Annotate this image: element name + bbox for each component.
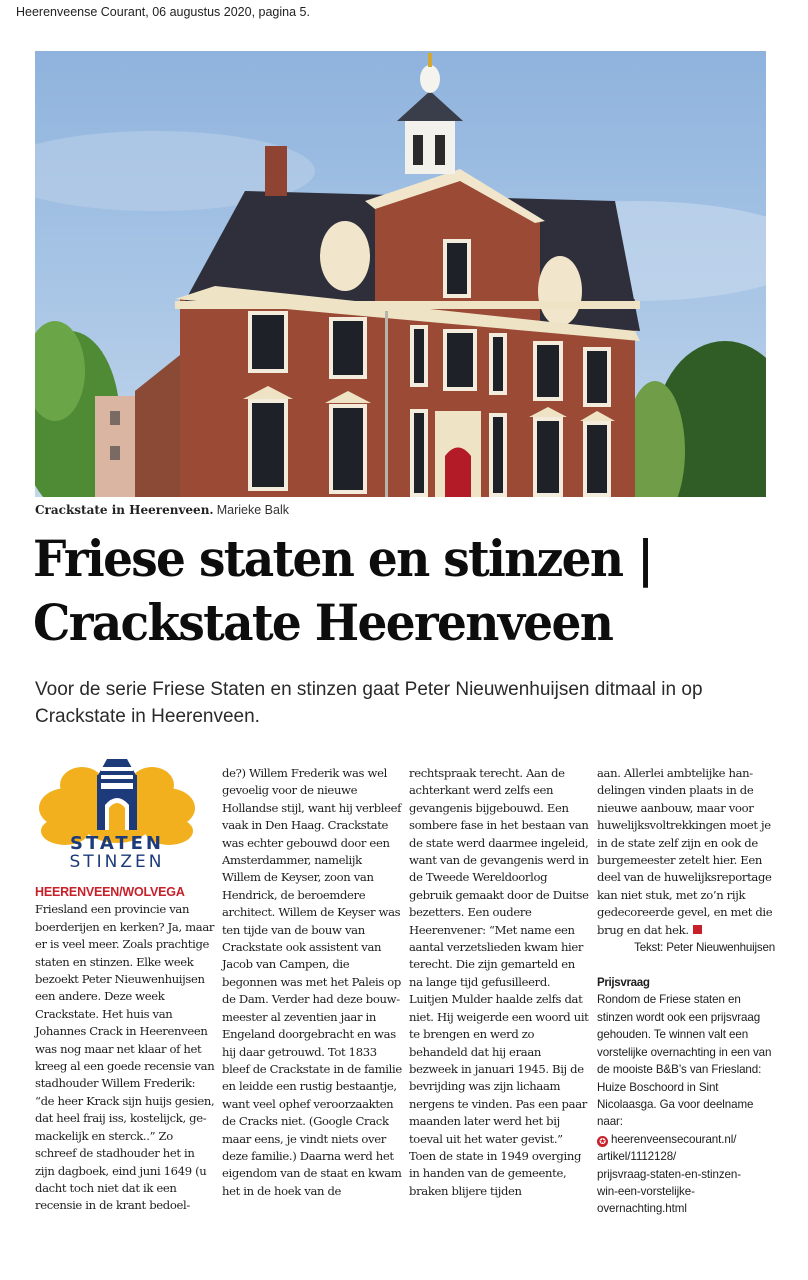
article-text-col1: Friesland een provincie van boerderijen en kerken? Ja, maar er is veel meer. Zoals prachtige staten en stinzen. Elke week bezoekt Peter Nieuwenhuijsen een andere. Deze week Crackstate. Het huis van Johannes Crack in Heerenveen was nog maar net klaar of het kreeg al een goede recensie van stadhouder Willem Frederik: “de heer Krack sijn huijs gesien, dat heel fraij iss, kostelijck, gemackelijk en sterck..” Zo schreef de stadhouder het in zijn dagboek, eind juni 1649 (u dacht toch niet dat ik een recensie in de krant bedoel- <box>35 902 215 1213</box>
sidebar-link[interactable] <box>597 1131 777 1218</box>
article-text-col3: rechtspraak terecht. Aan de achterkant werd zelfs een gevangenis bijgebouwd. Een sombere fase in het bestaan van de state werd daarmee ingeleid, want van de gevangenis werd in de Tweede Wereldoorlog gebruik gemaakt door de Duitse bezetters. Een oudere Heerenvener: “Met name een aantal verzetslieden kwam hier terecht. Die zijn gemarteld en na lange tijd gefusilleerd. Luitjen Mulder haalde zelfs dat niet. Hij weigerde een woord uit te brengen en werd zo behandeld dat hij eraan bezweek in januari 1945. Bij de bevrijding was zijn lichaam nergens te vinden. Pas een paar maanden later werd het bij toeval uit het water gevist.” Toen de state in 1949 overging in handen van de gemeente, braken blijere tijden <box>409 766 589 1198</box>
article-column-1 <box>35 763 215 1215</box>
headline-line-1: Friese staten en stinzen | <box>33 529 653 588</box>
link-line-5[interactable]: overnachting.html <box>597 1202 687 1216</box>
logo-word-staten: STATEN <box>69 833 165 854</box>
end-mark-icon <box>693 925 702 934</box>
logo-word-stinzen: STINZEN <box>69 852 165 871</box>
source-line: Heerenveense Courant, 06 augustus 2020, pagina 5. <box>16 5 310 19</box>
link-line-2[interactable]: artikel/1112128/ <box>597 1150 677 1164</box>
headline-line-2: Crackstate Heerenveen <box>33 593 613 652</box>
link-star-icon: ✪ <box>597 1136 608 1147</box>
photo-credit: Marieke Balk <box>216 503 289 517</box>
article-text-col4 <box>597 765 777 939</box>
article-text-col4-body: aan. Allerlei ambtelijke handelingen vinden plaats in de nieuwe aanbouw, maar voor huwelijksvoltrekkingen moet je in de state zelf zijn en ook de burgemeester zetelt hier. Een deel van de huwelijksreportage kan niet stuk, met zo’n rijk gedecoreerde gevel, en met die brug en dat hek. <box>597 766 773 937</box>
link-line-3[interactable]: prijsvraag-staten-en-stinzen- <box>597 1167 742 1181</box>
headline <box>33 527 738 655</box>
link-line-4[interactable]: win-een-vorstelijke- <box>597 1184 695 1198</box>
article-column-4 <box>597 765 777 1218</box>
byline: Tekst: Peter Nieuwenhuijsen <box>634 941 775 955</box>
sidebar-body: Rondom de Friese staten en stinzen wordt ook een prijsvraag gehouden. Te winnen valt een vorstelijke overnachting in een van de mooiste B&B’s van Friesland: Huize Boschoord in Sint Nicolaasga. Ga voor deelname naar: <box>597 993 772 1129</box>
link-line-1[interactable]: heerenveensecourant.nl/ <box>611 1132 737 1146</box>
sidebar-title: Prijsvraag <box>597 976 650 990</box>
article-column-3 <box>409 765 589 1200</box>
article-text-col2: de?) Willem Frederik was wel gevoelig voor de nieuwe Hollandse stijl, want hij verbleef vaak in Den Haag. Crackstate was echter gebouwd door een Amsterdammer, namelijk Willem de Keyser, zoon van Hendrick, de beroemdere architect. Willem de Keyser was ten tijde van de bouw van Crackstate ook assistent van Jacob van Campen, die begonnen was met het Paleis op de Dam. Verder had deze bouwmeester al zeventien jaar in Engeland doorgebracht en was hij daar getrouwd. Tot 1833 bleef de Crackstate in de familie en leidde een rustig bestaantje, want veel ophef veroorzaakten de Cracks niet. (Google Crack maar eens, je vindt niets over deze familie.) Daarna werd het eigendom van de staat en kwam het in de hoek van de <box>222 766 402 1198</box>
dateline: HEERENVEEN/WOLVEGA <box>35 885 185 900</box>
caption-title: Crackstate in Heerenveen. <box>35 503 214 517</box>
article-column-2 <box>222 765 402 1200</box>
crackstate-photo-illustration <box>35 51 766 497</box>
lead-paragraph: Voor de serie Friese Staten en stinzen gaat Peter Nieuwenhuijsen ditmaal in op Crackstate in Heerenveen. <box>35 679 703 727</box>
article-photo <box>35 51 766 497</box>
photo-caption <box>35 503 289 518</box>
staten-stinzen-logo <box>37 753 197 871</box>
